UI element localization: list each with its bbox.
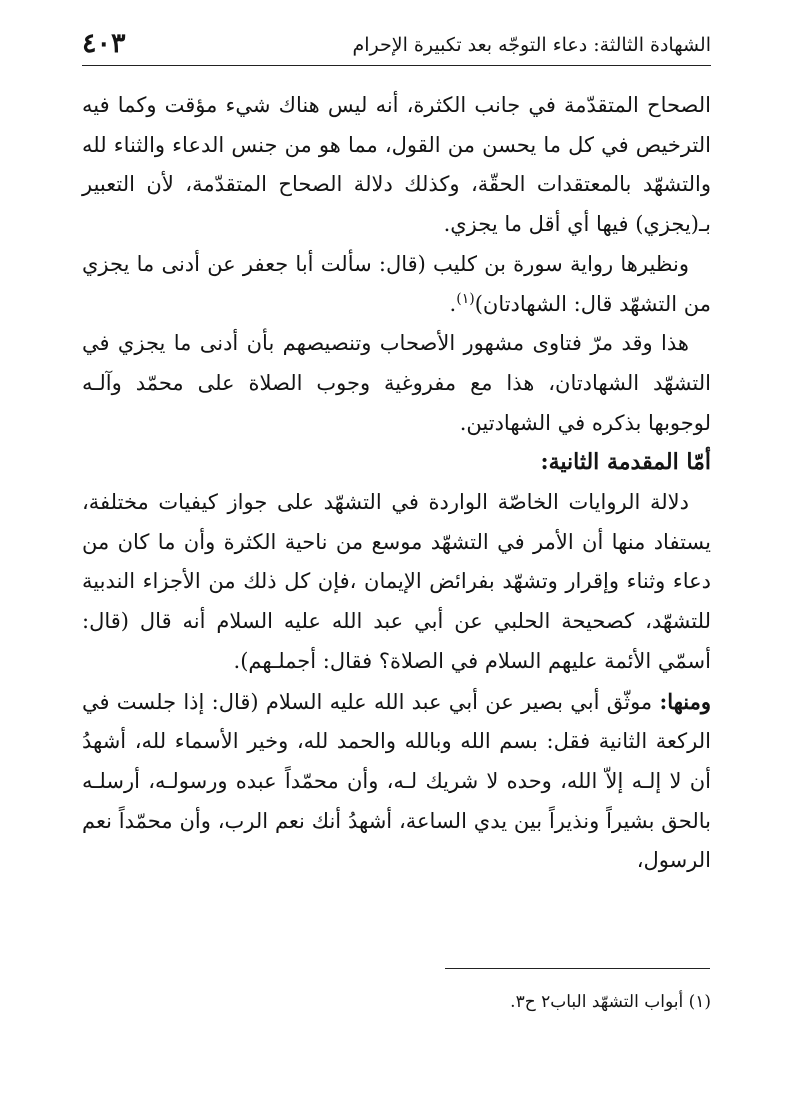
footnote: (١) أبواب التشهّد الباب٢ ح٣. bbox=[510, 992, 711, 1012]
paragraph-5-lead: ومنها: bbox=[659, 688, 711, 714]
page-header bbox=[82, 28, 711, 68]
paragraph-5 bbox=[82, 682, 711, 882]
paragraph-3: هذا وقد مرّ فتاوى مشهور الأصحاب وتنصيصهم بأن أدنى ما يجزي في التشهّد الشهادتان، هذا مع مفروغية وجوب الصلاة على محمّد وآلـه لوجوبها بذكره في الشهادتين. bbox=[82, 331, 711, 435]
body-text bbox=[82, 86, 711, 881]
footnote-rule bbox=[445, 968, 710, 969]
header-rule bbox=[82, 65, 711, 66]
paragraph-2 bbox=[82, 245, 711, 324]
page-number: ٤٠٣ bbox=[82, 28, 126, 59]
paragraph-5-text: موثّق أبي بصير عن أبي عبد الله عليه السلام (قال: إذا جلست في الركعة الثانية فقل: بسم الله وبالله والحمد لله، وخير الأسماء لله، أشهدُ أن لا إلـه إلاّ الله، وحده لا شريك لـه، وأن محمّداً عبده ورسولـه، أرسلـه بالحق بشيراً ونذيراً بين يدي الساعة، أشهدُ أنك نعم الرب، وأن محمّداً نعم الرسول، bbox=[82, 689, 711, 873]
paragraph-2-end: . bbox=[449, 291, 457, 316]
running-title: الشهادة الثالثة: دعاء التوجّه بعد تكبيرة الإحرام bbox=[352, 34, 711, 56]
paragraph-1: الصحاح المتقدّمة في جانب الكثرة، أنه ليس هناك شيء مؤقت وكما فيه الترخيص في كل ما يحسن من القول، مما هو من جنس الدعاء والثناء لله والتشهّد بالمعتقدات الحقّة، وكذلك دلالة الصحاح المتقدّمة، لأن التعبير بـ(يجزي) فيها أي أقل ما يجزي. bbox=[82, 93, 711, 237]
footnote-marker: (١) bbox=[456, 290, 475, 307]
paragraph-4: دلالة الروايات الخاصّة الواردة في التشهّد على جواز كيفيات مختلفة، يستفاد منها أن الأمر في التشهّد موسع من ناحية الكثرة وأن ما كان من دعاء وثناء وإقرار وتشهّد بفرائض الإيمان ،فإن كل ذلك من الأجزاء الندبية للتشهّد، كصحيحة الحلبي عن أبي عبد الله عليه السلام أنه قال (قال: أسمّي الأئمة عليهم السلام في الصلاة؟ فقال: أجملـهم). bbox=[82, 490, 711, 673]
section-heading: أمّا المقدمة الثانية: bbox=[540, 449, 711, 476]
paragraph-2-text: ونظيرها رواية سورة بن كليب (قال: سألت أبا جعفر عن أدنى ما يجزي من التشهّد قال: الشهادتان) bbox=[82, 251, 711, 316]
